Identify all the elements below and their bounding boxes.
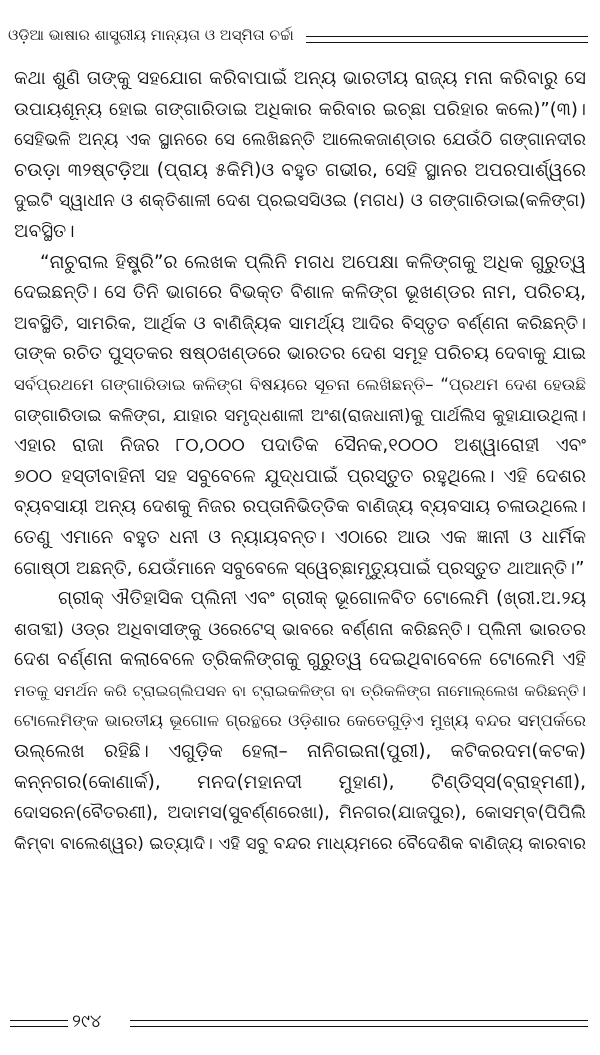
text-line: ଏହାର ରାଜା ନିଜର ୮୦,୦୦୦ ପଦାତିକ ସୈନକ,୧୦୦୦ ଅଶ୍ୱାରୋହୀ ଏବଂ	[14, 435, 586, 457]
text-line: ଶତାବ୍ଦୀ) ଓଡ୍ର ଅଧିବାସୀଙ୍କୁ ଓରେଟେସ୍ ଭାବରେ ବର୍ଣ୍ଣନା କରିଛନ୍ତି। ପ୍ଲିନୀ ଭାରତର	[14, 619, 586, 640]
text-line: କିମ୍ବା ବାଲେଶ୍ୱର) ଇତ୍ୟାଦି। ଏହି ସବୁ ବନ୍ଦର ମାଧ୍ୟମରେ ବୈଦେଶିକ ବାଣିଜ୍ୟ କାରବାର	[14, 833, 587, 854]
page-number: ୨୯୪	[72, 1011, 102, 1032]
text-line: କନ୍ନଗର(କୋଣାର୍କ), ମନଦ(ମହାନଦୀ ମୁହାଣ), ଟିଣ୍ଡିସ୍ସ(ବ୍ରାହ୍ମଣୀ),	[14, 771, 586, 793]
text-line: ବ୍ୟବସାୟୀ ଅନ୍ୟ ଦେଶକୁ ନିଜର ରପ୍ତାନିଭିତ୍ତିକ ବାଣିଜ୍ୟ ବ୍ୟବସାୟ ଚଳାଉଥିଲେ।	[14, 496, 586, 518]
text-line: ଦେଶ ବର୍ଣ୍ଣନା କଲାବେଳେ ତ୍ରିକଳିଙ୍ଗକୁ ଗୁରୁତ୍ୱ ଦେଇଥିବାବେଳେ ଟୋଲେମି ଏହି	[14, 649, 586, 671]
text-line: ଉପାୟଶୂନ୍ୟ ହୋଇ ଗଙ୍ଗାରିଡାଇ ଅଧିକାର କରିବାର ଇଚ୍ଛା ପରିହାର କଲେ)”(୩)।	[14, 98, 586, 120]
paragraph-first-line: “ନାଚୁରାଲ ହିଷ୍ଟ୍ରି”ର ଲେଖକ ପ୍ଲିନି ମଗଧ ଅପେକ୍ଷା କଳିଙ୍ଗକୁ ଅଧିକ ଗୁରୁତ୍ୱ	[40, 251, 586, 273]
text-line: କଥା ଶୁଣି ତାଙ୍କୁ ସହଯୋଗ କରିବାପାଇଁ ଅନ୍ୟ ଭାରତୀୟ ରାଜ୍ୟ ମନା କରିବାରୁ ସେ	[14, 68, 586, 89]
text-line: ମତକୁ ସମର୍ଥନ କରି ଟ୍ରାଇଗ୍ଲିପସନ ବା ଟ୍ରାଇକଳିଙ୍ଗ ବା ତ୍ରିକଳିଙ୍ଗ ନାମୋଲ୍ଲେଖ କରିଛନ୍ତି।	[14, 681, 586, 700]
text-line: ଟୋଲେମିଙ୍କ ଭାରତୀୟ ଭୂଗୋଳ ଗ୍ରନ୍ଥରେ ଓଡ଼ିଶାର କେତେଗୁଡ଼ିଏ ମୁଖ୍ୟ ବନ୍ଦର ସମ୍ପର୍କରେ	[14, 711, 586, 731]
text-line: ଅବସ୍ଥିତି, ସାମରିକ, ଆର୍ଥିକ ଓ ବାଣିଜ୍ୟିକ ସାମର୍ଥ୍ୟ ଆଦିର ବିସ୍ତୃତ ବର୍ଣ୍ଣନା କରିଛନ୍ତି।	[14, 313, 586, 334]
footer-rule-left	[10, 1020, 68, 1027]
running-head-title: ଓଡ଼ିଆ ଭାଷାର ଶାସ୍ତ୍ରୀୟ ମାନ୍ୟତା ଓ ଅସ୍ମିତା ଚର୍ଚ୍ଚା	[8, 26, 294, 44]
footer-rule-right	[130, 1020, 588, 1027]
text-line: ଅବସ୍ଥିତ।	[14, 220, 75, 242]
text-line: ତାଙ୍କ ରଚିତ ପୁସ୍ତକର ଷଷ୍ଠଖଣ୍ଡରେ ଭାରତର ଦେଶ ସମୂହ ପରିଚୟ ଦେବାକୁ ଯାଇ	[14, 343, 586, 365]
text-line: ଚଉଡ଼ା ୩୨ଷ୍ଟଡ଼ିଆ (ପ୍ରାୟ ୫କିମି)ଓ ବହୁତ ଗଭୀର, ସେହି ସ୍ଥାନର ଅପରପାର୍ଶ୍ୱରେ	[14, 159, 586, 181]
page-footer	[0, 1004, 600, 1044]
text-line: ଦେଇଛନ୍ତି। ସେ ତିନି ଭାଗରେ ବିଭକ୍ତ ବିଶାଳ କଳିଙ୍ଗ ଭୂଖଣ୍ଡର ନାମ, ପରିଚୟ,	[14, 282, 586, 304]
body-text	[0, 64, 600, 859]
text-line: ୭୦୦ ହସ୍ତୀବାହିନୀ ସହ ସବୁବେଳେ ଯୁଦ୍ଧପାଇଁ ପ୍ରସ୍ତୁତ ରହୁଥିଲେ। ଏହି ଦେଶର	[14, 465, 586, 487]
header-double-rule	[306, 36, 588, 43]
text-line: ସର୍ବପ୍ରଥମେ ଗଙ୍ଗାରିଡାଇ କଳିଙ୍ଗ ବିଷୟରେ ସୂଚନା ଲେଖିଛନ୍ତି– “ପ୍ରଥମ ଦେଶ ହେଉଛି	[14, 374, 586, 394]
text-line: ଗୋଷ୍ଠୀ ଅଛନ୍ତି, ଯେଉଁମାନେ ସବୁବେଳେ ସ୍ୱେଚ୍ଛାମୃତ୍ୟୁପାଇଁ ପ୍ରସ୍ତୁତ ଥାଆନ୍ତି।”	[14, 557, 585, 579]
text-line: ଉଲ୍ଲେଖ ରହିଛି। ଏଗୁଡ଼ିକ ହେଲା– ନାନିଗଇନା(ପୁରୀ), କଟିକରଦମ(କଟକ)	[14, 741, 586, 763]
page-header	[0, 0, 600, 56]
text-line: ଦୋସରନ(ବୈତରଣୀ), ଅଦାମସ(ସୁବର୍ଣ୍ଣରେଖା), ମିନଗର(ଯାଜପୁର), କୋସମ୍ବ(ପିପିଲି	[14, 803, 586, 824]
paragraph-first-line: ଗ୍ରୀକ୍ ଐତିହାସିକ ପ୍ଲିନୀ ଏବଂ ଗ୍ରୀକ୍ ଭୂଗୋଳବିତ ଟୋଲେମି (ଖ୍ରୀ.ଅ.୨ୟ	[58, 588, 586, 610]
text-line: ସେହିଭଳି ଅନ୍ୟ ଏକ ସ୍ଥାନରେ ସେ ଲେଖିଛନ୍ତି ଆଲେକଜାଣ୍ଡାର ଯେଉଁଠି ଗଙ୍ଗାନଦୀର	[14, 130, 586, 151]
text-line: ଦୁଇଟି ସ୍ୱାଧୀନ ଓ ଶକ୍ତିଶାଳୀ ଦେଶ ପ୍ରଇସସିଓଇ (ମଗଧ) ଓ ଗଙ୍ଗାରିଡାଇ(କଳିଙ୍ଗ)	[14, 191, 586, 212]
text-line: ତେଣୁ ଏମାନେ ବହୁତ ଧନୀ ଓ ନ୍ୟାୟବନ୍ତ। ଏଠାରେ ଆଉ ଏକ ଜ୍ଞାନୀ ଓ ଧାର୍ମିକ	[14, 526, 586, 548]
text-line: ଗଙ୍ଗାରିଡାଇ କଳିଙ୍ଗ, ଯାହାର ସମୃଦ୍ଧଶାଳୀ ଅଂଶ(ରାଜଧାନୀ)କୁ ପାର୍ଥଲିସ କୁହାଯାଉଥିଲା।	[14, 405, 586, 426]
